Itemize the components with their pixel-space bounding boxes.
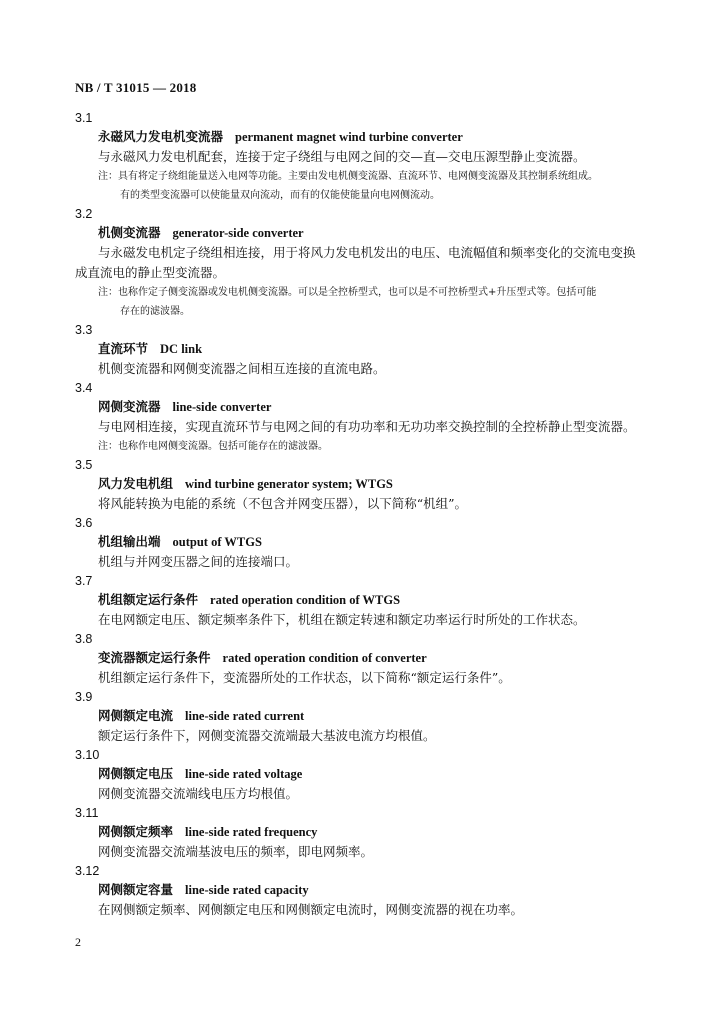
term-en: line-side converter (172, 400, 272, 414)
term-zh: 网侧额定电压 (98, 766, 174, 781)
term-definition: 网侧变流器交流端基波电压的频率，即电网频率。 (98, 844, 374, 859)
term-definition: 将风能转换为电能的系统（不包含并网变压器），以下简称“机组”。 (98, 496, 468, 511)
clause-number: 3.5 (75, 458, 93, 472)
clause-number: 3.3 (75, 323, 93, 337)
term-definition: 额定运行条件下，网侧变流器交流端最大基波电流方均根值。 (98, 728, 436, 743)
term-heading (75, 532, 655, 552)
term-zh: 网侧额定频率 (98, 824, 174, 839)
term-en: line-side rated capacity (185, 883, 309, 897)
term-zh: 网侧额定电流 (98, 708, 174, 723)
term-definition: 在电网额定电压、额定频率条件下，机组在额定转速和额定功率运行时所处的工作状态。 (98, 612, 586, 627)
term-zh: 永磁风力发电机变流器 (98, 129, 224, 144)
term-definition: 与电网相连接，实现直流环节与电网之间的有功功率和无功功率交换控制的全控桥静止型变流器。 (98, 419, 636, 434)
term-entry-3-6 (75, 514, 655, 572)
term-heading (75, 223, 655, 243)
term-en: DC link (160, 342, 203, 356)
term-zh: 变流器额定运行条件 (98, 650, 211, 665)
term-en: line-side rated frequency (185, 825, 318, 839)
term-heading (75, 822, 655, 842)
term-heading (75, 127, 655, 147)
term-entry-3-2 (75, 205, 655, 321)
term-en: wind turbine generator system; WTGS (185, 477, 393, 491)
term-note (75, 283, 655, 321)
term-en: generator-side converter (172, 226, 304, 240)
page-number: 2 (75, 935, 81, 949)
term-heading (75, 648, 655, 668)
term-entry-3-10 (75, 746, 655, 804)
terms-section (75, 109, 655, 920)
term-zh: 直流环节 (98, 341, 149, 356)
term-entry-3-7 (75, 572, 655, 630)
clause-number: 3.8 (75, 632, 93, 646)
term-zh: 风力发电机组 (98, 476, 174, 491)
term-zh: 网侧变流器 (98, 399, 161, 414)
term-entry-3-5 (75, 456, 655, 514)
term-heading (75, 706, 655, 726)
term-definition: 与永磁发电机定子绕组相连接，用于将风力发电机发出的电压、电流幅值和频率变化的交流电变换 (98, 245, 636, 260)
term-en: line-side rated current (185, 709, 305, 723)
term-entry-3-4 (75, 379, 655, 456)
term-definition: 机组额定运行条件下，变流器所处的工作状态，以下简称“额定运行条件”。 (98, 670, 511, 685)
term-definition: 与永磁风力发电机配套，连接于定子绕组与电网之间的交—直—交电压源型静止变流器。 (98, 149, 586, 164)
note-line: 存在的滤波器。 (120, 306, 190, 317)
term-zh: 机组输出端 (98, 534, 161, 549)
note-line: 注：具有将定子绕组能量送入电网等功能。主要由发电机侧变流器、直流环节、电网侧变流器及其控制系统组成。 (98, 171, 598, 182)
term-zh: 机侧变流器 (98, 225, 161, 240)
term-definition: 机组与并网变压器之间的连接端口。 (98, 554, 299, 569)
term-en: line-side rated voltage (185, 767, 303, 781)
clause-number: 3.12 (75, 864, 100, 878)
clause-number: 3.11 (75, 806, 99, 820)
note-line: 注：也称作定子侧变流器或发电机侧变流器。可以是全控桥型式，也可以是不可控桥型式+升压型式等。包括可能 (98, 287, 597, 298)
clause-number: 3.7 (75, 574, 93, 588)
note-line: 有的类型变流器可以使能量双向流动，而有的仅能使能量向电网侧流动。 (120, 190, 440, 201)
note-line: 注：也称作电网侧变流器。包括可能存在的滤波器。 (98, 441, 328, 452)
term-definition: 网侧变流器交流端线电压方均根值。 (98, 786, 299, 801)
term-heading (75, 474, 655, 494)
term-definition: 在网侧额定频率、网侧额定电压和网侧额定电流时，网侧变流器的视在功率。 (98, 902, 524, 917)
term-note (75, 167, 655, 205)
term-en: permanent magnet wind turbine converter (235, 130, 463, 144)
clause-number: 3.6 (75, 516, 93, 530)
document-header: NB / T 31015 — 2018 (75, 80, 197, 95)
term-heading (75, 880, 655, 900)
term-entry-3-9 (75, 688, 655, 746)
term-entry-3-8 (75, 630, 655, 688)
term-heading (75, 590, 655, 610)
term-entry-3-1 (75, 109, 655, 205)
term-note (75, 437, 655, 456)
term-en: output of WTGS (172, 535, 262, 549)
term-heading (75, 397, 655, 417)
term-heading (75, 764, 655, 784)
clause-number: 3.2 (75, 207, 93, 221)
term-definition: 成直流电的静止型变流器。 (75, 265, 226, 280)
term-entry-3-3 (75, 321, 655, 379)
term-en: rated operation condition of WTGS (210, 593, 401, 607)
term-zh: 机组额定运行条件 (98, 592, 199, 607)
clause-number: 3.4 (75, 381, 93, 395)
clause-number: 3.9 (75, 690, 93, 704)
term-en: rated operation condition of converter (222, 651, 427, 665)
term-zh: 网侧额定容量 (98, 882, 174, 897)
term-entry-3-12 (75, 862, 655, 920)
term-heading (75, 339, 655, 359)
term-entry-3-11 (75, 804, 655, 862)
clause-number: 3.10 (75, 748, 100, 762)
term-definition: 机侧变流器和网侧变流器之间相互连接的直流电路。 (98, 361, 386, 376)
clause-number: 3.1 (75, 111, 93, 125)
